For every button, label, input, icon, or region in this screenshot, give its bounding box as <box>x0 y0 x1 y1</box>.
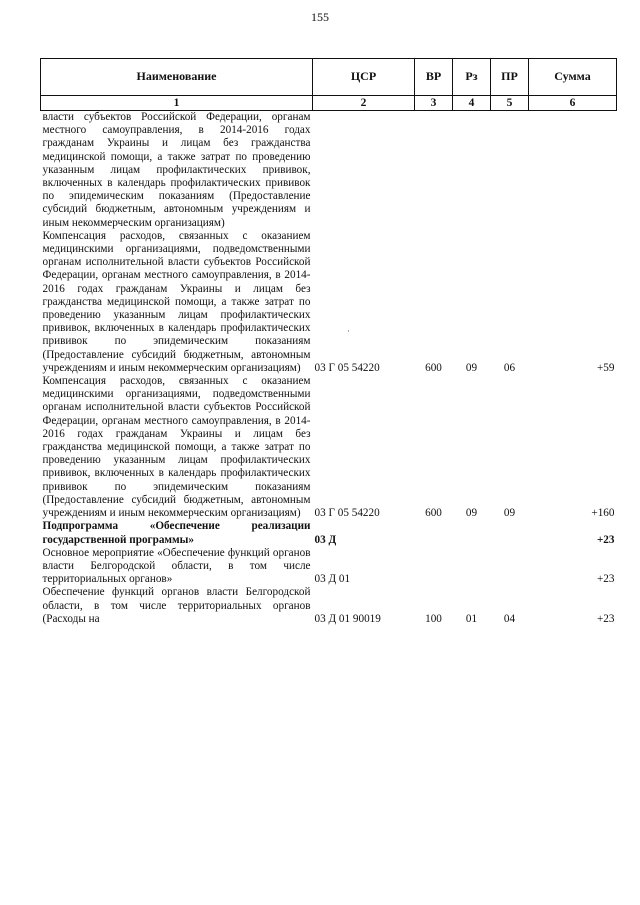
row-vr: 600 <box>425 361 442 374</box>
table-row <box>41 520 617 546</box>
scan-speck: · <box>347 326 350 336</box>
table-row <box>41 111 617 230</box>
row-vr: 600 <box>425 507 442 520</box>
row-csr: 03 Д 01 90019 <box>314 612 381 625</box>
row-pr <box>491 111 529 230</box>
column-number: 5 <box>491 96 529 111</box>
row-sum: +23 <box>597 612 615 625</box>
row-csr: 03 Г 05 54220 <box>314 507 380 520</box>
row-name: власти субъектов Российской Федерации, органам местного самоуправления, в 2014-2016 годах гражданам Украины и лицам без гражданства медицинской помощи, а также затрат по проведению указанным лицам профилактических прививок, включенных в календарь профилактических прививок по эпидемическим показаниям (Предоставление субсидий бюджетным, автономным учреждениям и иным некоммерческим организациям) <box>42 111 311 229</box>
header-rz: Рз <box>453 59 491 96</box>
row-csr: 03 Д 01 <box>314 573 351 586</box>
table-row <box>41 547 617 587</box>
row-sum: +160 <box>591 507 615 520</box>
row-rz: 01 <box>465 612 478 625</box>
row-name: Компенсация расходов, связанных с оказанием медицинскими организациями, подведомственными органам исполнительной власти субъектов Российской Федерации, органам местного самоуправления, в 2014-2016 годах гражданам Украины и лицам без гражданства медицинской помощи, а также затрат по проведению указанным лицам профилактических прививок, включенных в календарь профилактических прививок по эпидемическим показаниям (Предоставление субсидий бюджетным, автономным учреждениям и иным некоммерческим организациям) <box>42 229 311 374</box>
row-sum: +59 <box>597 361 615 374</box>
row-name: Подпрограмма «Обеспечение реализации государственной программы» <box>42 520 311 546</box>
table-row <box>41 586 617 626</box>
header-name: Наименование <box>41 59 313 96</box>
header-pr: ПР <box>491 59 529 96</box>
budget-table <box>40 58 617 626</box>
row-sum <box>529 111 617 230</box>
row-rz <box>453 111 491 230</box>
row-csr: 03 Г 05 54220 <box>314 361 380 374</box>
row-sum: +23 <box>596 533 615 546</box>
page-number: 155 <box>311 10 329 24</box>
row-pr <box>491 547 529 587</box>
column-number: 4 <box>453 96 491 111</box>
row-name: Обеспечение функций органов власти Белгородской области, в том числе территориальных органов (Расходы на <box>42 586 311 625</box>
row-rz <box>453 547 491 587</box>
row-name: Компенсация расходов, связанных с оказанием медицинскими организациями, подведомственными органам исполнительной власти субъектов Российской Федерации, органам местного самоуправления, в 2014-2016 годах гражданам Украины и лицам без гражданства медицинской помощи, а также затрат по проведению указанным лицам профилактических прививок, включенных в календарь профилактических прививок по эпидемическим показаниям (Предоставление субсидий бюджетным, автономным учреждениям и иным некоммерческим организациям) <box>42 375 311 520</box>
row-vr <box>415 547 453 587</box>
row-pr: 09 <box>503 507 516 520</box>
column-number-row <box>41 96 617 111</box>
row-sum: +23 <box>597 573 615 586</box>
row-pr: 06 <box>503 361 516 374</box>
row-csr <box>313 111 415 230</box>
header-csr: ЦСР <box>313 59 415 96</box>
row-vr <box>415 111 453 230</box>
column-number: 2 <box>313 96 415 111</box>
table-row <box>41 230 617 375</box>
row-name: Основное мероприятие «Обеспечение функций органов власти Белгородской области, в том числе территориальных органов» <box>42 546 311 586</box>
column-number: 3 <box>415 96 453 111</box>
row-vr <box>415 520 453 546</box>
row-rz: 09 <box>465 361 478 374</box>
row-pr <box>491 520 529 546</box>
column-number: 1 <box>41 96 313 111</box>
row-rz <box>453 520 491 546</box>
header-vr: ВР <box>415 59 453 96</box>
header-sum: Сумма <box>529 59 617 96</box>
row-pr: 04 <box>503 612 516 625</box>
table-header-row <box>41 59 617 96</box>
table-row <box>41 375 617 520</box>
column-number: 6 <box>529 96 617 111</box>
row-csr: 03 Д <box>314 533 337 546</box>
row-vr: 100 <box>425 612 442 625</box>
row-rz: 09 <box>465 507 478 520</box>
